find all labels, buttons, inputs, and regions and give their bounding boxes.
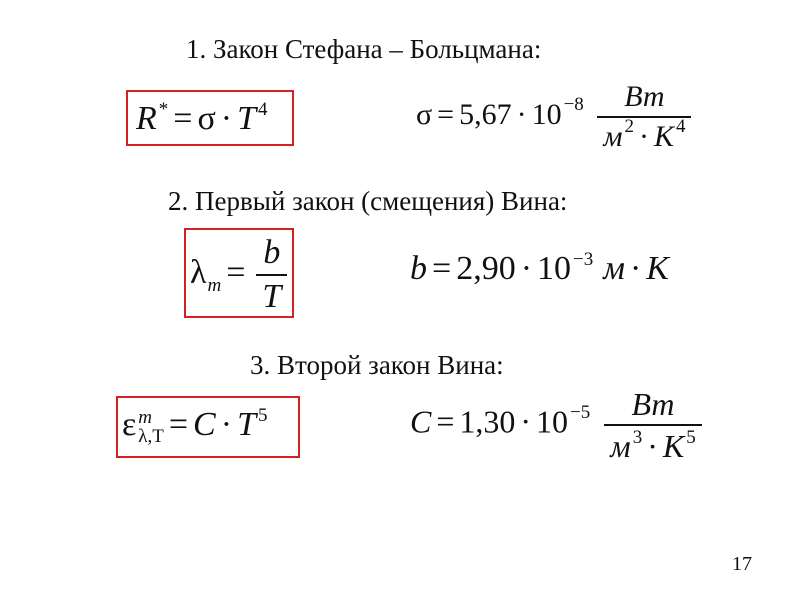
unit-meter-power: 3 <box>632 427 643 448</box>
wien-constant <box>410 249 669 287</box>
constant-equals: = <box>436 403 455 440</box>
stefan-boltzmann-constant <box>416 82 691 152</box>
unit-kelvin: K <box>653 120 674 153</box>
fraction-numerator: b <box>263 234 281 271</box>
constant-base: 10 <box>531 97 562 131</box>
unit-dot: · <box>629 250 642 287</box>
constant-dot: · <box>516 97 527 131</box>
constant-unit-fraction <box>597 82 691 152</box>
unit-dot: · <box>638 120 649 153</box>
formula-subscript: m <box>207 274 222 296</box>
formula-symbol-lambda: λ <box>190 253 207 291</box>
formula-symbol-T: T <box>237 406 256 443</box>
formula-equals: = <box>168 406 189 443</box>
constant-symbol: b <box>410 250 427 287</box>
wien-second-law-constant <box>410 388 702 462</box>
constant-symbol: C <box>410 403 432 440</box>
constant-dot: · <box>520 403 532 440</box>
unit-dot: · <box>647 428 658 464</box>
formula-fraction <box>256 236 287 314</box>
unit-kelvin-power: 4 <box>675 116 686 137</box>
formula-superscript: * <box>158 99 169 120</box>
formula-dot: · <box>220 100 233 137</box>
wien-displacement-formula <box>190 236 287 314</box>
unit-denominator <box>604 424 701 462</box>
wien-second-law-formula <box>122 405 268 448</box>
unit-kelvin: K <box>662 428 685 464</box>
formula-sup-sub <box>138 408 164 446</box>
stefan-boltzmann-formula <box>136 99 268 137</box>
section1-heading: 1. Закон Стефана – Больцмана: <box>186 34 542 64</box>
formula-equals: = <box>226 253 246 291</box>
section3-heading: 3. Второй закон Вина: <box>250 350 504 380</box>
formula-symbol-T: T <box>237 100 257 137</box>
constant-base: 10 <box>536 403 569 440</box>
formula-equals: = <box>173 100 193 137</box>
formula-symbol-sigma: σ <box>197 100 216 137</box>
constant-base: 10 <box>537 250 572 287</box>
unit-kelvin-power: 5 <box>686 427 696 448</box>
unit-meter-power: 2 <box>624 116 634 137</box>
constant-mantissa: 1,30 <box>459 403 516 440</box>
fraction-denominator: T <box>256 274 287 314</box>
constant-unit-fraction <box>604 388 701 462</box>
formula-subscript: λ,T <box>138 426 164 448</box>
constant-mantissa: 2,90 <box>456 250 516 287</box>
formula-superscript: m <box>138 407 153 429</box>
page-number: 17 <box>732 553 752 575</box>
constant-mantissa: 5,67 <box>459 97 512 131</box>
constant-equals: = <box>437 97 455 131</box>
constant-exponent: −5 <box>570 402 591 424</box>
unit-numerator: Вт <box>631 386 675 422</box>
unit-kelvin: K <box>646 250 669 287</box>
constant-symbol: σ <box>416 97 433 131</box>
unit-meter: м <box>610 428 631 464</box>
unit-meter: м <box>603 120 623 153</box>
formula-symbol-C: C <box>193 406 216 443</box>
constant-equals: = <box>432 250 452 287</box>
formula-symbol-R: R <box>136 100 157 137</box>
formula-exponent: 5 <box>257 405 268 426</box>
formula-dot: · <box>220 406 233 443</box>
formula-symbol-epsilon: ε <box>122 406 137 443</box>
unit-denominator <box>597 116 691 152</box>
constant-exponent: −8 <box>563 93 584 115</box>
unit-meter: м <box>603 250 625 287</box>
unit-numerator: Вт <box>624 80 665 113</box>
section2-heading: 2. Первый закон (смещения) Вина: <box>168 186 568 216</box>
formula-exponent: 4 <box>258 99 268 120</box>
constant-exponent: −3 <box>573 249 594 270</box>
constant-dot: · <box>520 250 533 287</box>
